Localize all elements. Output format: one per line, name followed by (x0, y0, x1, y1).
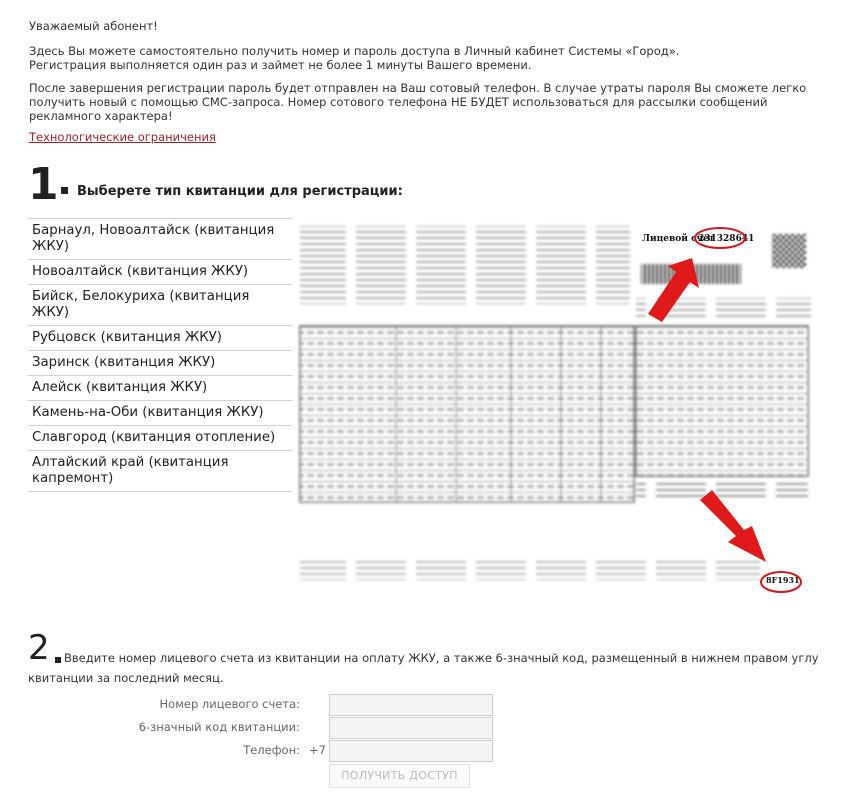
intro-line-1: Здесь Вы можете самостоятельно получить номер и пароль доступа в Личный кабинет Системы «Город». (29, 44, 680, 58)
region-list (28, 218, 292, 492)
step-1-bullet (61, 187, 68, 194)
account-number-row (0, 694, 500, 714)
intro-line-2: Регистрация выполняется один раз и займет не более 1 минуты Вашего времени. (29, 58, 532, 72)
greeting-text: Уважаемый абонент! (29, 19, 158, 33)
phone-row (0, 740, 500, 760)
region-item-altai-krai[interactable]: Алтайский край (квитанция капремонт) (28, 450, 292, 492)
step-1-title: Выберете тип квитанции для регистрации: (77, 184, 403, 199)
region-item-slavgorod[interactable]: Славгород (квитанция отопление) (28, 425, 292, 450)
step-1-number: 1 (28, 159, 59, 210)
receipt-code-label: 6-значный код квитанции: (138, 720, 300, 734)
receipt-account-number: 231328641 (698, 234, 755, 244)
region-item-zarinsk[interactable]: Заринск (квитанция ЖКУ) (28, 350, 292, 375)
receipt-code-row (0, 717, 500, 737)
intro-text (29, 44, 829, 72)
receipt-code: 8F1931 (766, 575, 800, 585)
receipt-code-input[interactable] (329, 717, 493, 739)
phone-prefix: +7 (309, 743, 326, 757)
get-access-button[interactable]: ПОЛУЧИТЬ ДОСТУП (329, 764, 470, 788)
account-number-label: Номер лицевого счета: (159, 697, 300, 711)
region-item-aleysk[interactable]: Алейск (квитанция ЖКУ) (28, 375, 292, 400)
step-2-instructions: Введите номер лицевого счета из квитанции на оплату ЖКУ, а также 6-значный код, размещенный в нижнем правом углу квитанции за последний месяц. (28, 651, 819, 685)
region-item-novoaltaysk[interactable]: Новоалтайск (квитанция ЖКУ) (28, 259, 292, 284)
tech-limits-link[interactable]: Технологические ограничения (29, 130, 216, 144)
receipt-account-label: Лицевой счет (642, 234, 715, 244)
region-item-rubtsovsk[interactable]: Рубцовск (квитанция ЖКУ) (28, 325, 292, 350)
receipt-sample-image (296, 218, 816, 610)
phone-input[interactable] (329, 740, 493, 762)
step-2-number: 2 (28, 628, 50, 668)
account-number-input[interactable] (329, 694, 493, 716)
region-item-barnaul-novoaltaysk[interactable]: Барнаул, Новоалтайск (квитанция ЖКУ) (28, 218, 292, 259)
after-registration-text: После завершения регистрации пароль будет отправлен на Ваш сотовый телефон. В случае утраты пароля Вы сможете легко получить новый с помощью СМС-запроса. Номер сотового телефона НЕ БУДЕТ использоваться для рассылки сообщений рекламного характера! (29, 81, 807, 123)
region-item-biysk-belokurikha[interactable]: Бийск, Белокуриха (квитанция ЖКУ) (28, 284, 292, 325)
phone-label: Телефон: (243, 743, 300, 757)
region-item-kamen-na-obi[interactable]: Камень-на-Оби (квитанция ЖКУ) (28, 400, 292, 425)
